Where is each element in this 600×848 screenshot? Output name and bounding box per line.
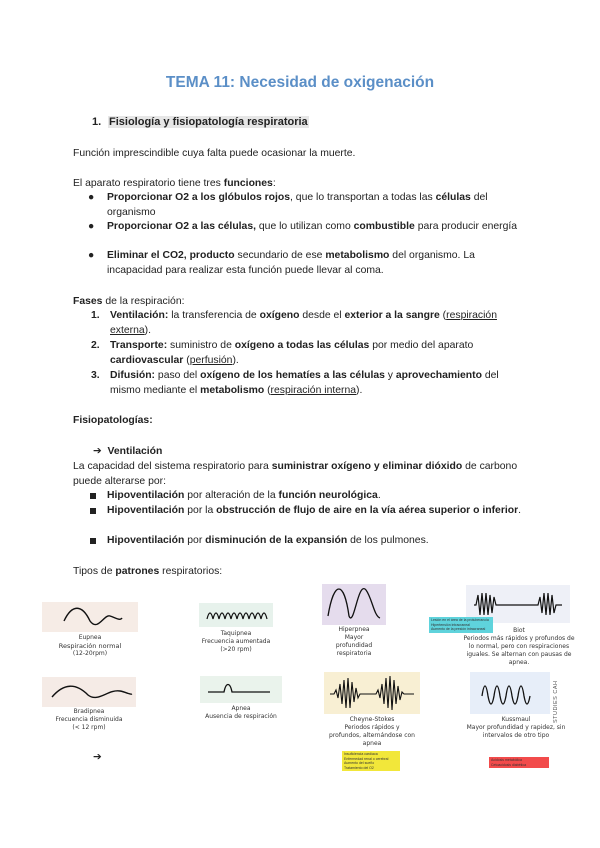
hiperpnea-label: Hiperpnea Mayor profundidad respiratoria (335, 626, 373, 657)
section-number: 1. (92, 116, 102, 128)
apparatus-lead: El aparato respiratorio tiene tres funciones: (73, 178, 276, 189)
kussmaul-label: Kussmaul Mayor profundidad y rapidez, sin intervalos de otro tipo (466, 716, 566, 739)
fisio-subheading: ➔ Ventilación (93, 446, 163, 457)
taquipnea-wave-icon (199, 603, 273, 627)
taquipnea-label: Taquipnea Frecuencia aumentada (>20 rpm) (201, 630, 271, 653)
apnea-wave-icon (200, 676, 282, 703)
cheyne-notes: Insuficiencia cardíaca Enfermedad renal o cerebral Aumento del sueño Tratamiento del O2 (342, 751, 400, 771)
bradipnea-wave-icon (42, 677, 136, 707)
fisio-heading: Fisiopatologías: (73, 415, 153, 426)
cheyne-wave-icon (324, 672, 420, 714)
hiperpnea-wave-icon (322, 584, 386, 625)
arrow-icon: ➔ (93, 446, 102, 457)
eupnea-card (42, 602, 138, 632)
apnea-card (200, 676, 282, 703)
kussmaul-notes: Acidosis metabólica Cetoacidosis diabética (489, 757, 549, 768)
eupnea-label: Eupnea Respiración normal (12-20rpm) (58, 634, 122, 657)
page-title: TEMA 11: Necesidad de oxigenación (165, 74, 435, 91)
section-label: Fisiología y fisiopatología respiratoria (109, 116, 308, 128)
section-heading (92, 116, 309, 128)
intro-text: Función imprescindible cuya falta puede ocasionar la muerte. (73, 148, 356, 159)
cheyne-card (324, 672, 420, 714)
kussmaul-card (470, 672, 550, 714)
hiperpnea-card (322, 584, 386, 625)
cheyne-label: Cheyne-Stokes Periodos rápidos y profundos, alternándose con apnea (329, 716, 415, 747)
biot-label: Biot Periodos más rápidos y profundos de lo normal, pero con respiraciones iguales. Se alternan con pausas de apnea. (463, 627, 575, 666)
apnea-label: Apnea Ausencia de respiración (205, 705, 277, 720)
bradipnea-label: Bradipnea Frecuencia disminuida (< 12 rpm) (55, 708, 123, 731)
arrow-icon: ➔ (93, 752, 102, 763)
biot-notes: Lesión en el área de la protuberancia Hipertensión intracraneal Aumento de la presión intracraneal (429, 617, 493, 633)
patterns-lead: Tipos de patrones respiratorios: (73, 566, 223, 577)
kussmaul-wave-icon (470, 672, 550, 714)
phases-lead: Fases de la respiración: (73, 296, 185, 307)
fisio-paragraph: La capacidad del sistema respiratorio para suministrar oxígeno y eliminar dióxido de carbono puede alterarse por: (73, 461, 518, 487)
eupnea-wave-icon (42, 602, 138, 632)
watermark: STUDIES CAH (553, 680, 559, 723)
taquipnea-card (199, 603, 273, 627)
bradipnea-card (42, 677, 136, 707)
